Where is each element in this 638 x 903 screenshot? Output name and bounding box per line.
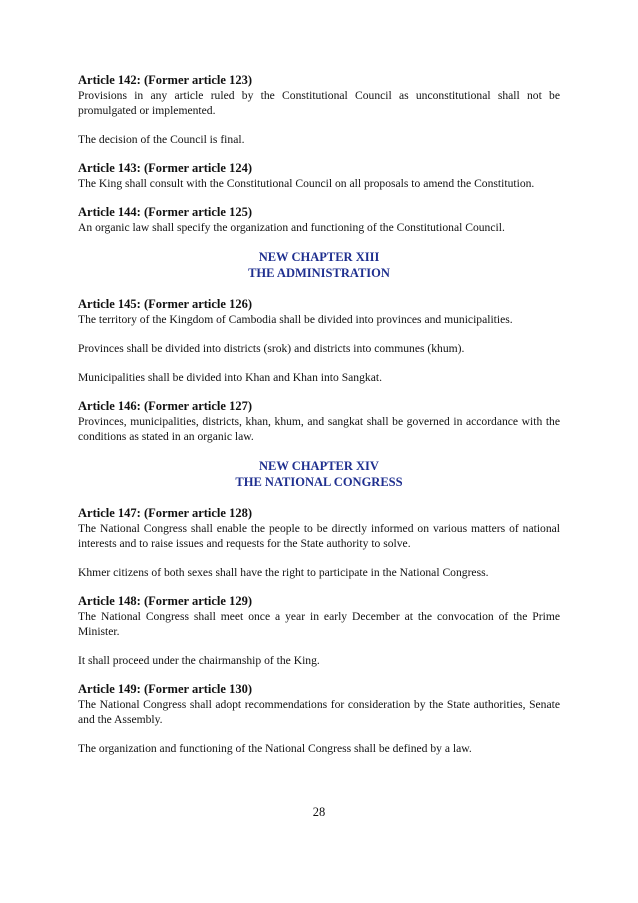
chapter-title-xiv (78, 458, 560, 490)
article-paragraph: The National Congress shall adopt recommendations for consideration by the State authorities, Senate and the Assembly. (78, 698, 560, 726)
article-paragraph: Provinces, municipalities, districts, khan, khum, and sangkat shall be governed in accordance with the conditions as stated in an organic law. (78, 415, 560, 443)
article-heading: Article 149: (Former article 130) (78, 682, 252, 696)
article-148 (78, 594, 560, 668)
article-heading: Article 148: (Former article 129) (78, 594, 252, 608)
article-paragraph: Municipalities shall be divided into Khan and Khan into Sangkat. (78, 371, 382, 384)
article-paragraph: The King shall consult with the Constitutional Council on all proposals to amend the Constitution. (78, 177, 535, 190)
article-heading: Article 143: (Former article 124) (78, 161, 252, 175)
page-number: 28 (312, 805, 326, 819)
article-paragraph: Provinces shall be divided into districts (srok) and districts into communes (khum). (78, 342, 465, 355)
article-heading: Article 144: (Former article 125) (78, 205, 252, 219)
article-145 (78, 297, 560, 385)
article-149 (78, 682, 560, 756)
article-142 (78, 73, 560, 147)
chapter-number: NEW CHAPTER XIV (259, 459, 379, 473)
article-143 (78, 161, 560, 191)
article-heading: Article 142: (Former article 123) (78, 73, 252, 87)
article-heading: Article 145: (Former article 126) (78, 297, 252, 311)
article-paragraph: Khmer citizens of both sexes shall have the right to participate in the National Congress. (78, 566, 489, 579)
article-147 (78, 506, 560, 580)
document-page (78, 73, 560, 770)
article-heading: Article 147: (Former article 128) (78, 506, 252, 520)
chapter-name: THE ADMINISTRATION (248, 266, 390, 280)
article-paragraph: The National Congress shall meet once a year in early December at the convocation of the Prime Minister. (78, 610, 560, 638)
article-heading: Article 146: (Former article 127) (78, 399, 252, 413)
article-paragraph: It shall proceed under the chairmanship of the King. (78, 654, 320, 667)
article-144 (78, 205, 560, 235)
article-paragraph: The territory of the Kingdom of Cambodia shall be divided into provinces and municipalities. (78, 313, 513, 326)
article-paragraph: The organization and functioning of the National Congress shall be defined by a law. (78, 742, 472, 755)
article-paragraph: The decision of the Council is final. (78, 133, 245, 146)
chapter-name: THE NATIONAL CONGRESS (235, 475, 403, 489)
article-paragraph: The National Congress shall enable the people to be directly informed on various matters of national interests and to raise issues and requests for the State authority to solve. (78, 522, 560, 550)
article-paragraph: An organic law shall specify the organization and functioning of the Constitutional Council. (78, 221, 505, 234)
chapter-number: NEW CHAPTER XIII (258, 250, 380, 264)
article-146 (78, 399, 560, 444)
article-paragraph: Provisions in any article ruled by the Constitutional Council as unconstitutional shall not be promulgated or implemented. (78, 89, 560, 117)
chapter-title-xiii (78, 249, 560, 281)
